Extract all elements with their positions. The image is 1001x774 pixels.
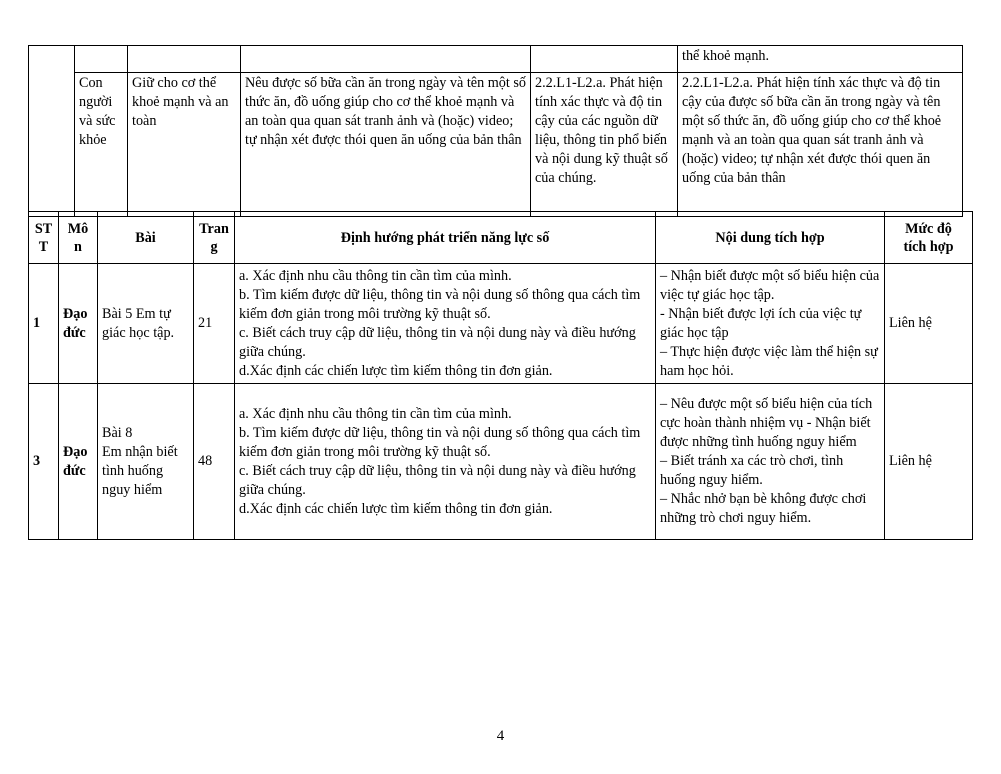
row-stt: 1 bbox=[29, 264, 59, 384]
continuation-table bbox=[28, 45, 963, 217]
continuation-empty-cell bbox=[241, 46, 531, 73]
header-page: Tran g bbox=[194, 212, 235, 264]
continuation-empty-cell bbox=[75, 46, 128, 73]
continuation-row bbox=[29, 73, 963, 217]
row-orientation: a. Xác định nhu cầu thông tin cần tìm của mình. b. Tìm kiếm được dữ liệu, thông tin và nội dung số thông qua cách tìm kiếm đơn giản trong môi trường kỹ thuật số. c. Biết cách truy cập dữ liệu, thông tin và nội dung này và điều hướng giữa chúng. d.Xác định các chiến lược tìm kiếm thông tin đơn giản. bbox=[235, 264, 656, 384]
integration-table bbox=[28, 211, 973, 540]
page-number: 4 bbox=[496, 728, 505, 744]
row-level: Liên hệ bbox=[885, 384, 973, 540]
table-row bbox=[29, 264, 973, 384]
row-level: Liên hệ bbox=[885, 264, 973, 384]
row-content: – Nêu được một số biểu hiện của tích cực hoàn thành nhiệm vụ - Nhận biết được những tình huống nguy hiểm – Biết tránh xa các trò chơi, tình huống nguy hiểm. – Nhắc nhở bạn bè không được chơi những trò chơi nguy hiểm. bbox=[656, 384, 885, 540]
continuation-empty-cell bbox=[128, 46, 241, 73]
row-page: 21 bbox=[194, 264, 235, 384]
row-page: 48 bbox=[194, 384, 235, 540]
continuation-empty-cell bbox=[29, 46, 75, 217]
continuation-competency-code: 2.2.L1-L2.a. Phát hiện tính xác thực và độ tin cậy của các nguồn dữ liệu, thông tin phổ biến và nội dung kỹ thuật số của chúng. bbox=[531, 73, 678, 217]
row-subject: Đạo đức bbox=[59, 264, 98, 384]
continuation-integration: 2.2.L1-L2.a. Phát hiện tính xác thực và độ tin cậy của được số bữa cần ăn trong ngày và tên một số thức ăn, đồ uống giúp cho cơ thể khoẻ mạnh và an toàn qua quan sát tranh ảnh và (hoặc) video; tự nhận xét được thói quen ăn uống của bản thân bbox=[678, 73, 963, 217]
row-stt: 3 bbox=[29, 384, 59, 540]
header-subject: Mô n bbox=[59, 212, 98, 264]
row-orientation: a. Xác định nhu cầu thông tin cần tìm của mình. b. Tìm kiếm được dữ liệu, thông tin và nội dung số thông qua cách tìm kiếm đơn giản trong môi trường kỹ thuật số. c. Biết cách truy cập dữ liệu, thông tin và nội dung này và điều hướng giữa chúng. d.Xác định các chiến lược tìm kiếm thông tin đơn giản. bbox=[235, 384, 656, 540]
continuation-requirement: Nêu được số bữa cần ăn trong ngày và tên một số thức ăn, đồ uống giúp cho cơ thể khoẻ mạnh và an toàn qua quan sát tranh ảnh và (hoặc) video; tự nhận xét được thói quen ăn uống của bản thân bbox=[241, 73, 531, 217]
continuation-lesson: Giữ cho cơ thể khoẻ mạnh và an toàn bbox=[128, 73, 241, 217]
continuation-topic: Con người và sức khỏe bbox=[75, 73, 128, 217]
header-level: Mức độ tích hợp bbox=[885, 212, 973, 264]
table-header-row bbox=[29, 212, 973, 264]
header-orientation: Định hướng phát triển năng lực số bbox=[235, 212, 656, 264]
continuation-empty-cell bbox=[531, 46, 678, 73]
row-lesson: Bài 8 Em nhận biết tình huống nguy hiểm bbox=[98, 384, 194, 540]
header-content: Nội dung tích hợp bbox=[656, 212, 885, 264]
row-subject: Đạo đức bbox=[59, 384, 98, 540]
header-lesson: Bài bbox=[98, 212, 194, 264]
table-row bbox=[29, 384, 973, 540]
continuation-fragment-text: thể khoẻ mạnh. bbox=[678, 46, 963, 73]
row-lesson: Bài 5 Em tự giác học tập. bbox=[98, 264, 194, 384]
row-content: – Nhận biết được một số biểu hiện của việc tự giác học tập. - Nhận biết được lợi ích của việc tự giác học tập – Thực hiện được việc làm thể hiện sự ham học hỏi. bbox=[656, 264, 885, 384]
header-stt: ST T bbox=[29, 212, 59, 264]
continuation-row-fragment bbox=[29, 46, 963, 73]
